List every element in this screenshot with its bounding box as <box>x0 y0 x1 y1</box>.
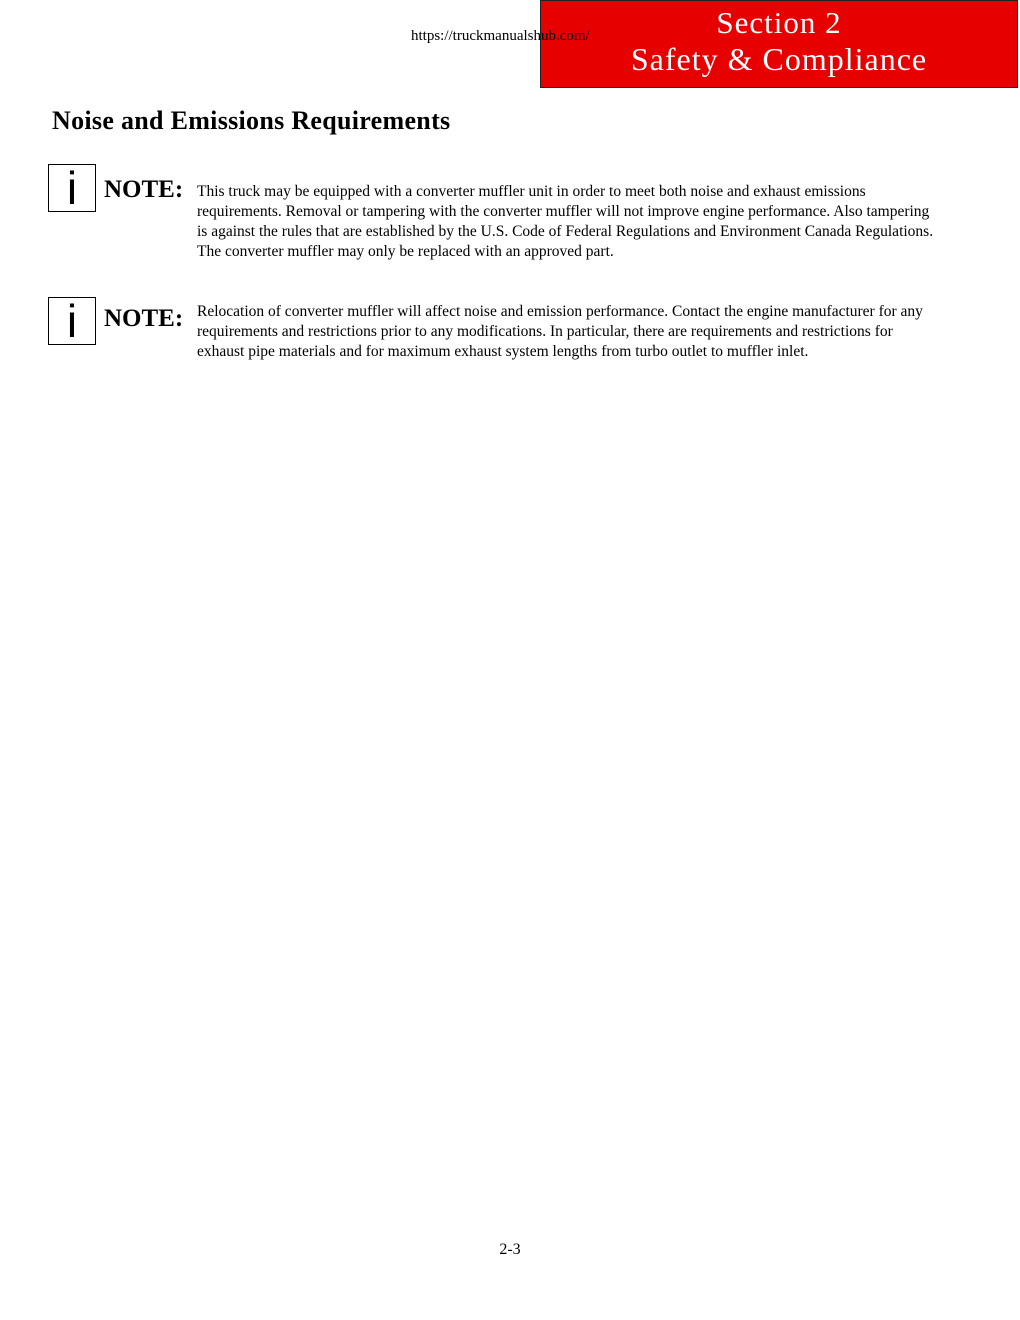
page-number: 2-3 <box>499 1241 521 1258</box>
section-title: Safety & Compliance <box>630 41 928 77</box>
info-icon: i <box>48 297 96 345</box>
note-text: Relocation of converter muffler will affect noise and emission performance. Contact the engine manufacturer for any requirements and restrictions prior to any modifications. In particular, there are requirements and restrictions for exhaust pipe materials and for maximum exhaust system lengths from turbo outlet to muffler inlet. <box>197 303 923 360</box>
note-block <box>48 164 948 284</box>
section-header-box <box>540 0 1018 88</box>
note-text: This truck may be equipped with a converter muffler unit in order to meet both noise and exhaust emissions requirements. Removal or tampering with the converter muffler will not improve engine performance. Also tampering is against the rules that are established by the U.S. Code of Federal Regulations and Environment Canada Regulations. The converter muffler may only be replaced with an approved part. <box>197 183 934 260</box>
note-label: NOTE: <box>104 305 184 332</box>
page-title: Noise and Emissions Requirements <box>52 106 451 135</box>
source-url[interactable]: https://truckmanualshub.com/ <box>411 28 590 44</box>
section-number: Section 2 <box>716 5 842 40</box>
note-label: NOTE: <box>104 176 184 203</box>
info-icon: i <box>48 164 96 212</box>
note-block <box>48 297 948 387</box>
